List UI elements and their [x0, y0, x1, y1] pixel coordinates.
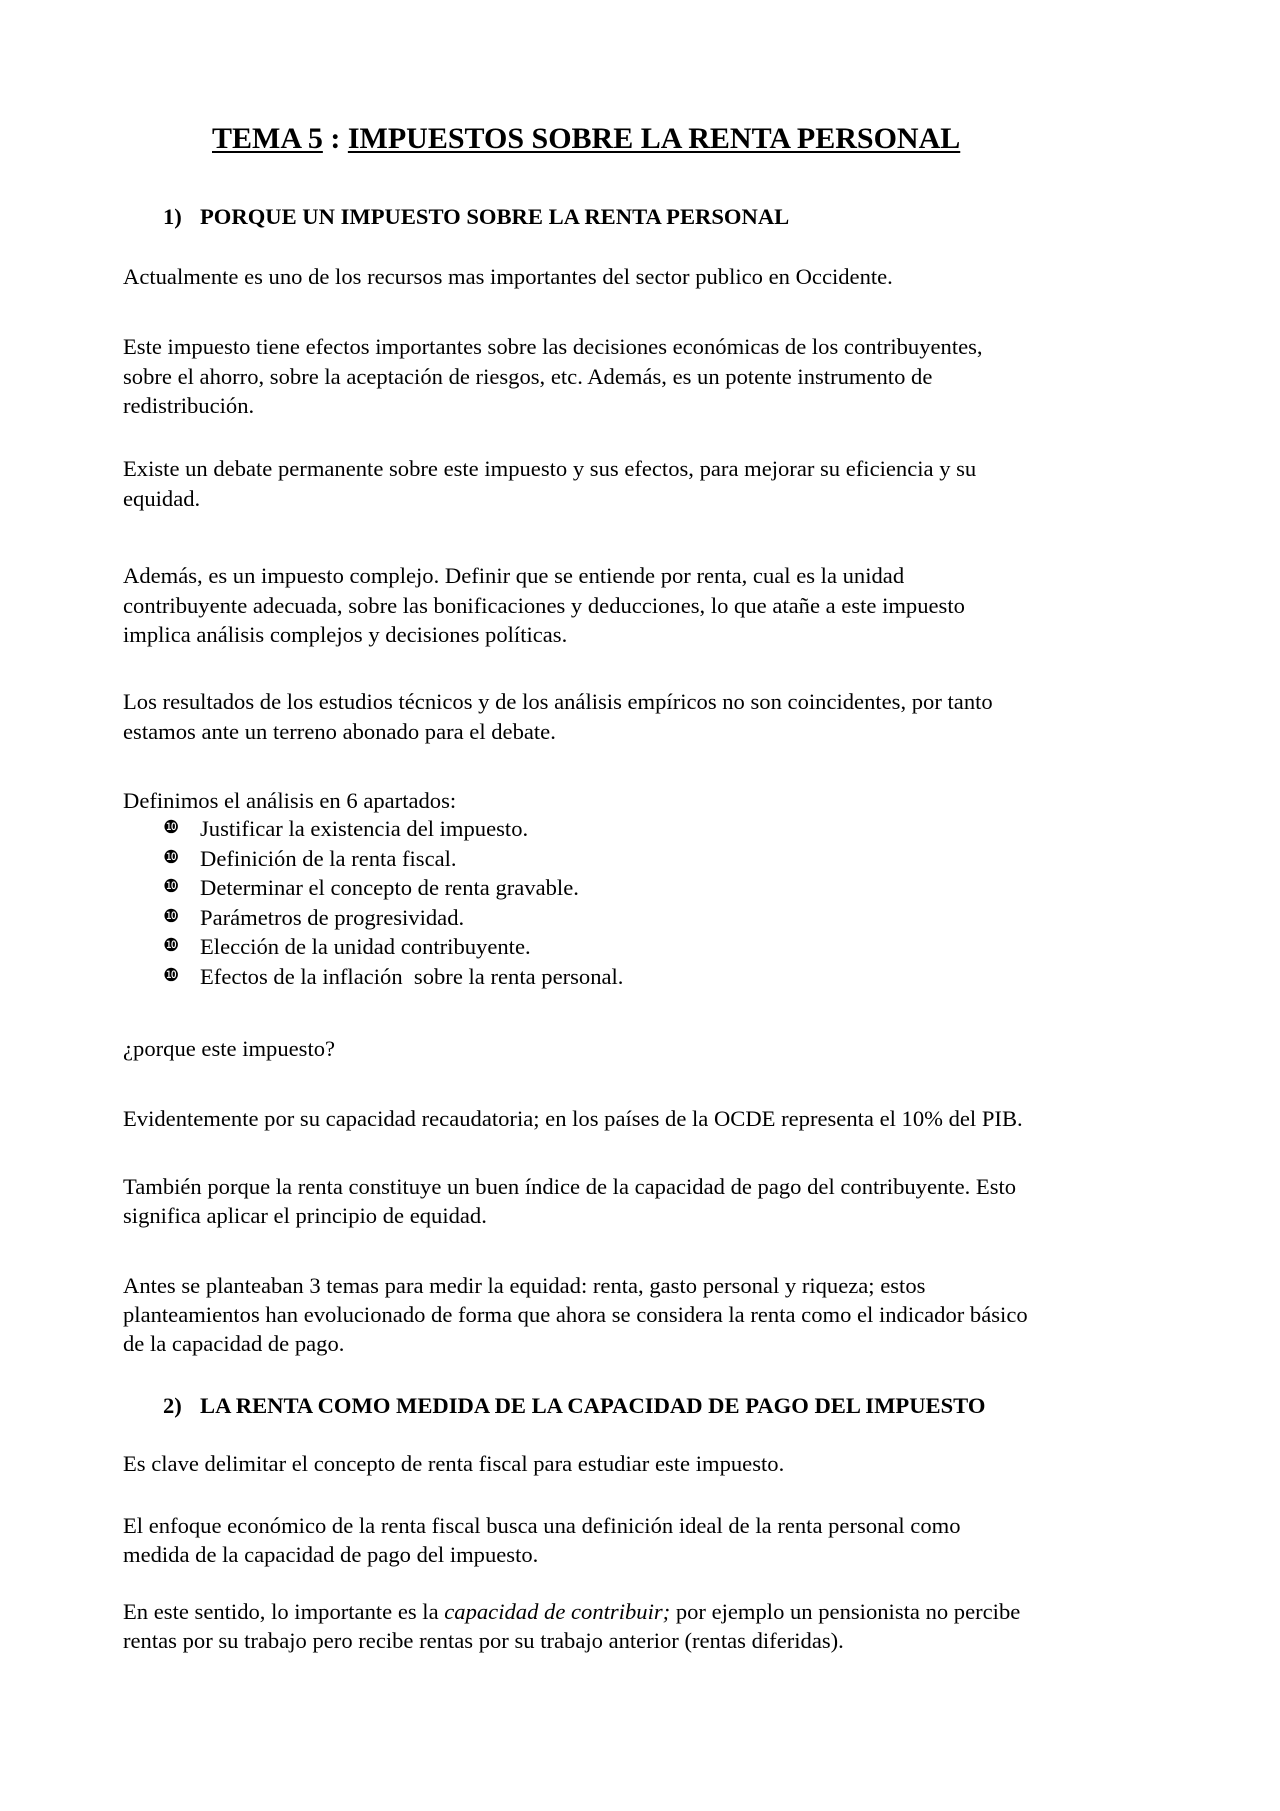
paragraph-line: equidad.	[123, 486, 201, 511]
title-separator: :	[322, 122, 348, 155]
paragraph-line: planteamientos han evolucionado de forma que ahora se considera la renta como el indicador básico	[123, 1302, 1028, 1327]
list-item-text: Justificar la existencia del impuesto.	[200, 816, 529, 841]
paragraph-line: Los resultados de los estudios técnicos y de los análisis empíricos no son coincidentes, por tanto	[123, 689, 993, 714]
title-topic-number: TEMA 5	[212, 122, 323, 155]
paragraph-line: sobre el ahorro, sobre la aceptación de riesgos, etc. Además, es un potente instrumento de	[123, 364, 933, 389]
section-2-title: LA RENTA COMO MEDIDA DE LA CAPACIDAD DE PAGO DEL IMPUESTO	[200, 1393, 986, 1418]
circled-ten-bullet-icon: ❿	[163, 935, 180, 956]
paragraph-line: El enfoque económico de la renta fiscal busca una definición ideal de la renta personal como	[123, 1513, 961, 1538]
list-item-text: Determinar el concepto de renta gravable.	[200, 875, 579, 900]
paragraph-line: Existe un debate permanente sobre este impuesto y sus efectos, para mejorar su eficiencia y su	[123, 456, 977, 481]
list-intro: Definimos el análisis en 6 apartados:	[123, 788, 457, 813]
paragraph-line: de la capacidad de pago.	[123, 1331, 345, 1356]
paragraph-line: estamos ante un terreno abonado para el debate.	[123, 719, 556, 744]
emphasized-term: capacidad de contribuir;	[444, 1599, 671, 1624]
list-item-text: Parámetros de progresividad.	[200, 905, 465, 930]
list-item-text: Efectos de la inflación sobre la renta personal.	[200, 964, 624, 989]
title-topic-name: IMPUESTOS SOBRE LA RENTA PERSONAL	[347, 122, 961, 155]
paragraph-line: significa aplicar el principio de equidad.	[123, 1203, 487, 1228]
paragraph-line: redistribución.	[123, 393, 255, 418]
section-1-number: 1)	[163, 204, 182, 229]
paragraph-line: Actualmente es uno de los recursos mas importantes del sector publico en Occidente.	[123, 264, 893, 289]
section-1-title: PORQUE UN IMPUESTO SOBRE LA RENTA PERSONAL	[200, 204, 790, 229]
paragraph-line: contribuyente adecuada, sobre las bonificaciones y deducciones, lo que atañe a este impuesto	[123, 593, 965, 618]
paragraph-line: Antes se planteaban 3 temas para medir la equidad: renta, gasto personal y riqueza; estos	[123, 1273, 926, 1298]
paragraph-line: Evidentemente por su capacidad recaudatoria; en los países de la OCDE representa el 10% del PIB.	[123, 1106, 1023, 1131]
circled-ten-bullet-icon: ❿	[163, 876, 180, 897]
text-run: En este sentido, lo importante es la	[123, 1599, 445, 1624]
text-run: por ejemplo un pensionista no percibe	[670, 1599, 1021, 1624]
question-line: ¿porque este impuesto?	[123, 1036, 336, 1061]
paragraph-line	[123, 1601, 1020, 1624]
list-item-text: Definición de la renta fiscal.	[200, 846, 457, 871]
circled-ten-bullet-icon: ❿	[163, 847, 180, 868]
circled-ten-bullet-icon: ❿	[163, 906, 180, 927]
paragraph-line: implica análisis complejos y decisiones políticas.	[123, 622, 568, 647]
paragraph-line: También porque la renta constituye un buen índice de la capacidad de pago del contribuyente. Esto	[123, 1174, 1017, 1199]
paragraph-line: Es clave delimitar el concepto de renta fiscal para estudiar este impuesto.	[123, 1451, 785, 1476]
paragraph-line: Este impuesto tiene efectos importantes sobre las decisiones económicas de los contribuyentes,	[123, 334, 983, 359]
circled-ten-bullet-icon: ❿	[163, 965, 180, 986]
paragraph-line: rentas por su trabajo pero recibe rentas por su trabajo anterior (rentas diferidas).	[123, 1628, 844, 1653]
list-item-text: Elección de la unidad contribuyente.	[200, 934, 531, 959]
page-title	[212, 124, 960, 154]
circled-ten-bullet-icon: ❿	[163, 817, 180, 838]
section-2-number: 2)	[163, 1393, 182, 1418]
paragraph-line: medida de la capacidad de pago del impuesto.	[123, 1542, 539, 1567]
paragraph-line: Además, es un impuesto complejo. Definir que se entiende por renta, cual es la unidad	[123, 563, 905, 588]
